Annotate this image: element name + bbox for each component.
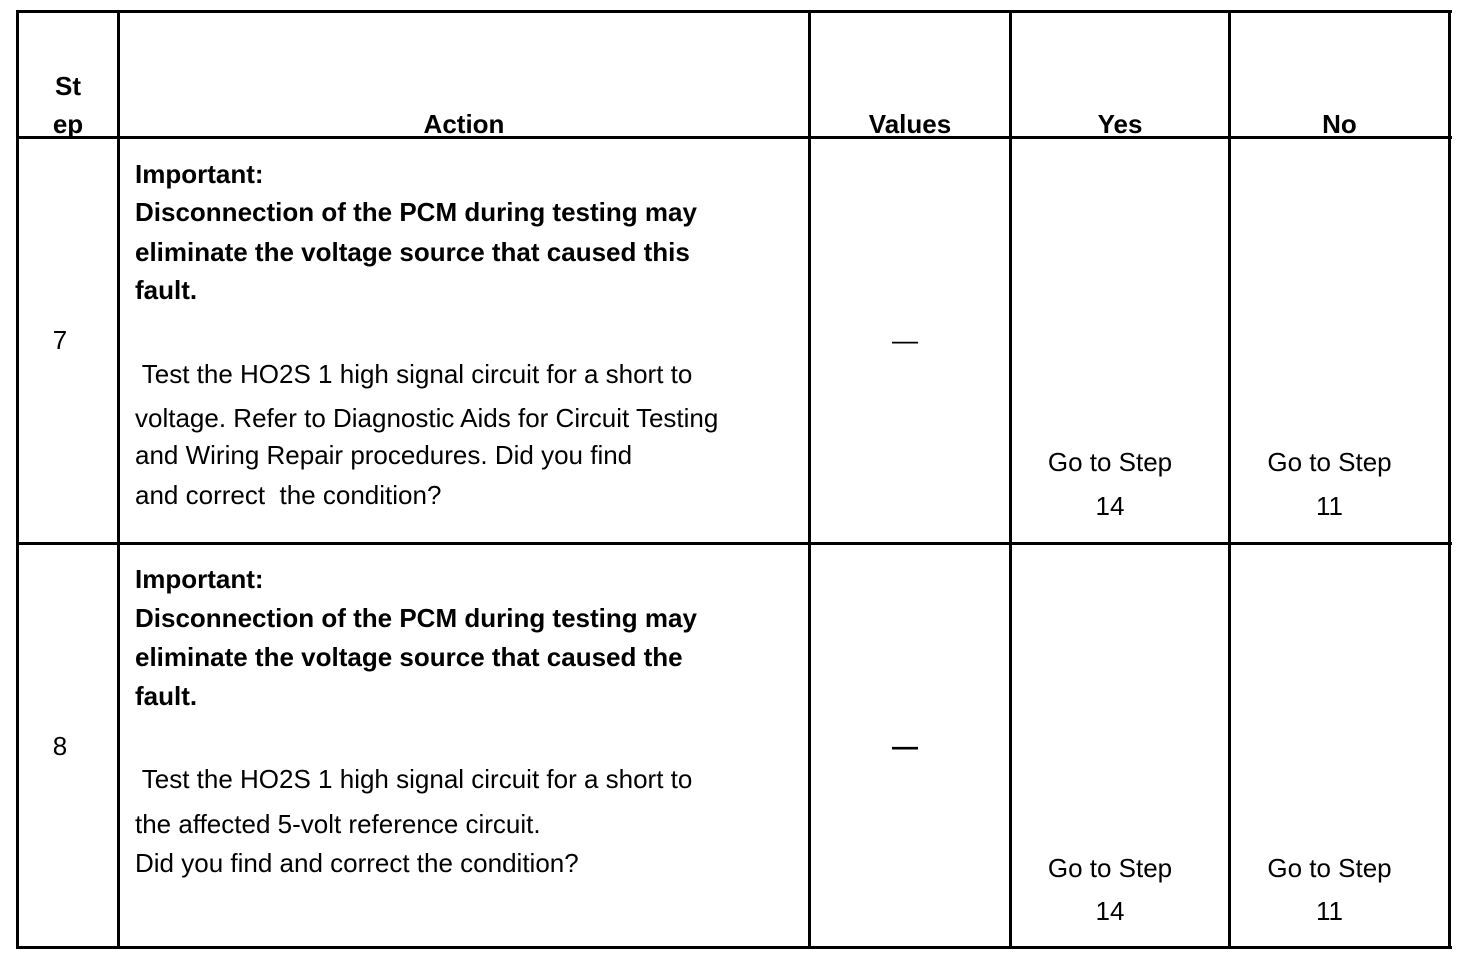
important-label: Important: (135, 159, 264, 189)
important-text: Disconnection of the PCM during testing may (135, 197, 697, 227)
no-goto-step: Go to Step (1267, 853, 1392, 883)
no-goto-step: Go to Step (1267, 447, 1392, 477)
step-number: 7 (52, 325, 68, 355)
header-action: Action (423, 109, 505, 139)
action-text: Did you find and correct the condition? (135, 848, 579, 878)
value-dash: — (892, 731, 918, 761)
important-text: fault. (135, 681, 198, 711)
no-goto-step-number: 11 (1316, 896, 1343, 926)
yes-goto-step-number: 14 (1095, 491, 1125, 521)
header-yes: Yes (1097, 109, 1143, 139)
action-text: the affected 5-volt reference circuit. (135, 809, 541, 839)
table-border-right (1448, 10, 1451, 949)
header-step-line1: St (55, 71, 81, 101)
important-text: Disconnection of the PCM during testing may (135, 603, 697, 633)
yes-goto-step: Go to Step (1047, 447, 1173, 477)
action-text: voltage. Refer to Diagnostic Aids for Circuit Testing (135, 403, 719, 433)
header-values: Values (868, 109, 952, 139)
table-border-bottom (16, 946, 1452, 949)
yes-goto-step-number: 14 (1095, 896, 1125, 926)
yes-goto-step: Go to Step (1047, 853, 1173, 883)
column-divider-yes (1228, 10, 1231, 949)
column-divider-values (1009, 10, 1012, 949)
important-label: Important: (135, 564, 264, 594)
table-border-top (16, 10, 1452, 13)
no-goto-step-number: 11 (1316, 491, 1343, 521)
table-border-left (16, 10, 19, 949)
step-number: 8 (52, 731, 68, 761)
column-divider-step (117, 10, 120, 949)
action-text: and Wiring Repair procedures. Did you find (135, 440, 633, 470)
value-dash: — (892, 325, 918, 355)
header-step-line2: ep (52, 109, 84, 139)
important-text: eliminate the voltage source that caused the (135, 642, 683, 672)
important-text: fault. (135, 275, 198, 305)
column-divider-action (808, 10, 811, 949)
action-text: and correct the condition? (135, 480, 442, 510)
action-text: Test the HO2S 1 high signal circuit for a short to (135, 359, 693, 389)
action-text: Test the HO2S 1 high signal circuit for a short to (135, 764, 693, 794)
header-no: No (1322, 109, 1357, 139)
row-divider (16, 542, 1452, 545)
important-text: eliminate the voltage source that caused this (135, 237, 690, 267)
